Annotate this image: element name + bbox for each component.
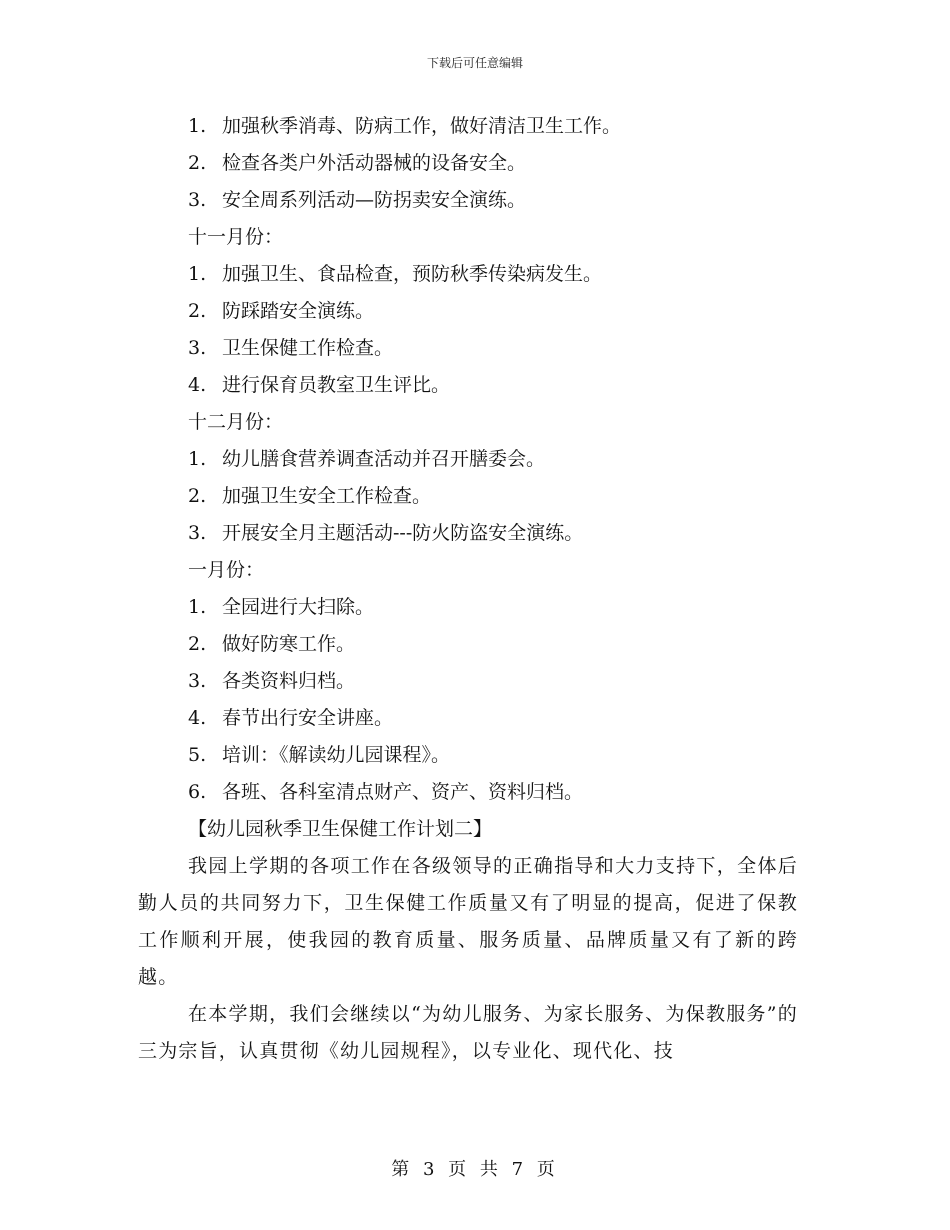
item-number: 2. [188, 300, 207, 322]
item-number: 2. [188, 485, 207, 507]
item-number: 5. [188, 744, 207, 766]
item-text: 安全周系列活动—防拐卖安全演练。 [222, 189, 527, 211]
item-number: 2. [188, 633, 207, 655]
list-item [138, 256, 798, 293]
section-title: 【幼儿园秋季卫生保健工作计划二】 [188, 818, 493, 840]
item-number: 3. [188, 189, 207, 211]
item-text: 春节出行安全讲座。 [222, 707, 394, 729]
item-number: 1. [188, 115, 207, 137]
list-item [138, 589, 798, 626]
list-item [138, 293, 798, 330]
item-text: 各班、各科室清点财产、资产、资料归档。 [222, 781, 584, 803]
item-text: 检查各类户外活动器械的设备安全。 [222, 152, 527, 174]
list-item [138, 330, 798, 367]
download-note: 下载后可任意编辑 [426, 56, 523, 70]
item-text: 加强卫生、食品检查，预防秋季传染病发生。 [222, 263, 603, 285]
document-body [138, 108, 798, 1070]
list-item [138, 663, 798, 700]
list-item [138, 515, 798, 552]
list-item [138, 626, 798, 663]
item-text: 加强秋季消毒、防病工作，做好清洁卫生工作。 [222, 115, 622, 137]
page-number-footer: 第 3 页 共 7 页 [391, 1159, 559, 1180]
list-item [138, 145, 798, 182]
item-text: 加强卫生安全工作检查。 [222, 485, 432, 507]
list-item [138, 478, 798, 515]
item-text: 培训：《解读幼儿园课程》。 [222, 744, 451, 766]
list-item [138, 774, 798, 811]
item-number: 6. [188, 781, 207, 803]
item-text: 全园进行大扫除。 [222, 596, 375, 618]
item-text: 进行保育员教室卫生评比。 [222, 374, 451, 396]
list-item [138, 367, 798, 404]
item-number: 3. [188, 522, 207, 544]
item-number: 1. [188, 448, 207, 470]
body-paragraph: 在本学期，我们会继续以“为幼儿服务、为家长服务、为保教服务”的三为宗旨，认真贯彻《幼儿园规程》，以专业化、现代化、技 [138, 1003, 798, 1062]
item-number: 4. [188, 707, 207, 729]
item-text: 幼儿膳食营养调查活动并召开膳委会。 [222, 448, 546, 470]
body-paragraph: 我园上学期的各项工作在各级领导的正确指导和大力支持下，全体后勤人员的共同努力下，卫生保健工作质量又有了明显的提高，促进了保教工作顺利开展，使我园的教育质量、服务质量、品牌质量又有了新的跨越。 [138, 855, 798, 988]
list-item [138, 182, 798, 219]
list-item [138, 737, 798, 774]
item-text: 卫生保健工作检查。 [222, 337, 394, 359]
month-heading-january: 一月份： [188, 559, 265, 581]
item-text: 开展安全月主题活动---防火防盗安全演练。 [222, 522, 584, 544]
list-item [138, 700, 798, 737]
item-number: 1. [188, 596, 207, 618]
month-heading-december: 十二月份： [188, 411, 284, 433]
list-item [138, 441, 798, 478]
item-number: 3. [188, 670, 207, 692]
list-item [138, 108, 798, 145]
item-number: 4. [188, 374, 207, 396]
item-number: 3. [188, 337, 207, 359]
item-text: 做好防寒工作。 [222, 633, 356, 655]
item-number: 2. [188, 152, 207, 174]
month-heading-november: 十一月份： [188, 226, 284, 248]
item-number: 1. [188, 263, 207, 285]
item-text: 防踩踏安全演练。 [222, 300, 375, 322]
item-text: 各类资料归档。 [222, 670, 356, 692]
